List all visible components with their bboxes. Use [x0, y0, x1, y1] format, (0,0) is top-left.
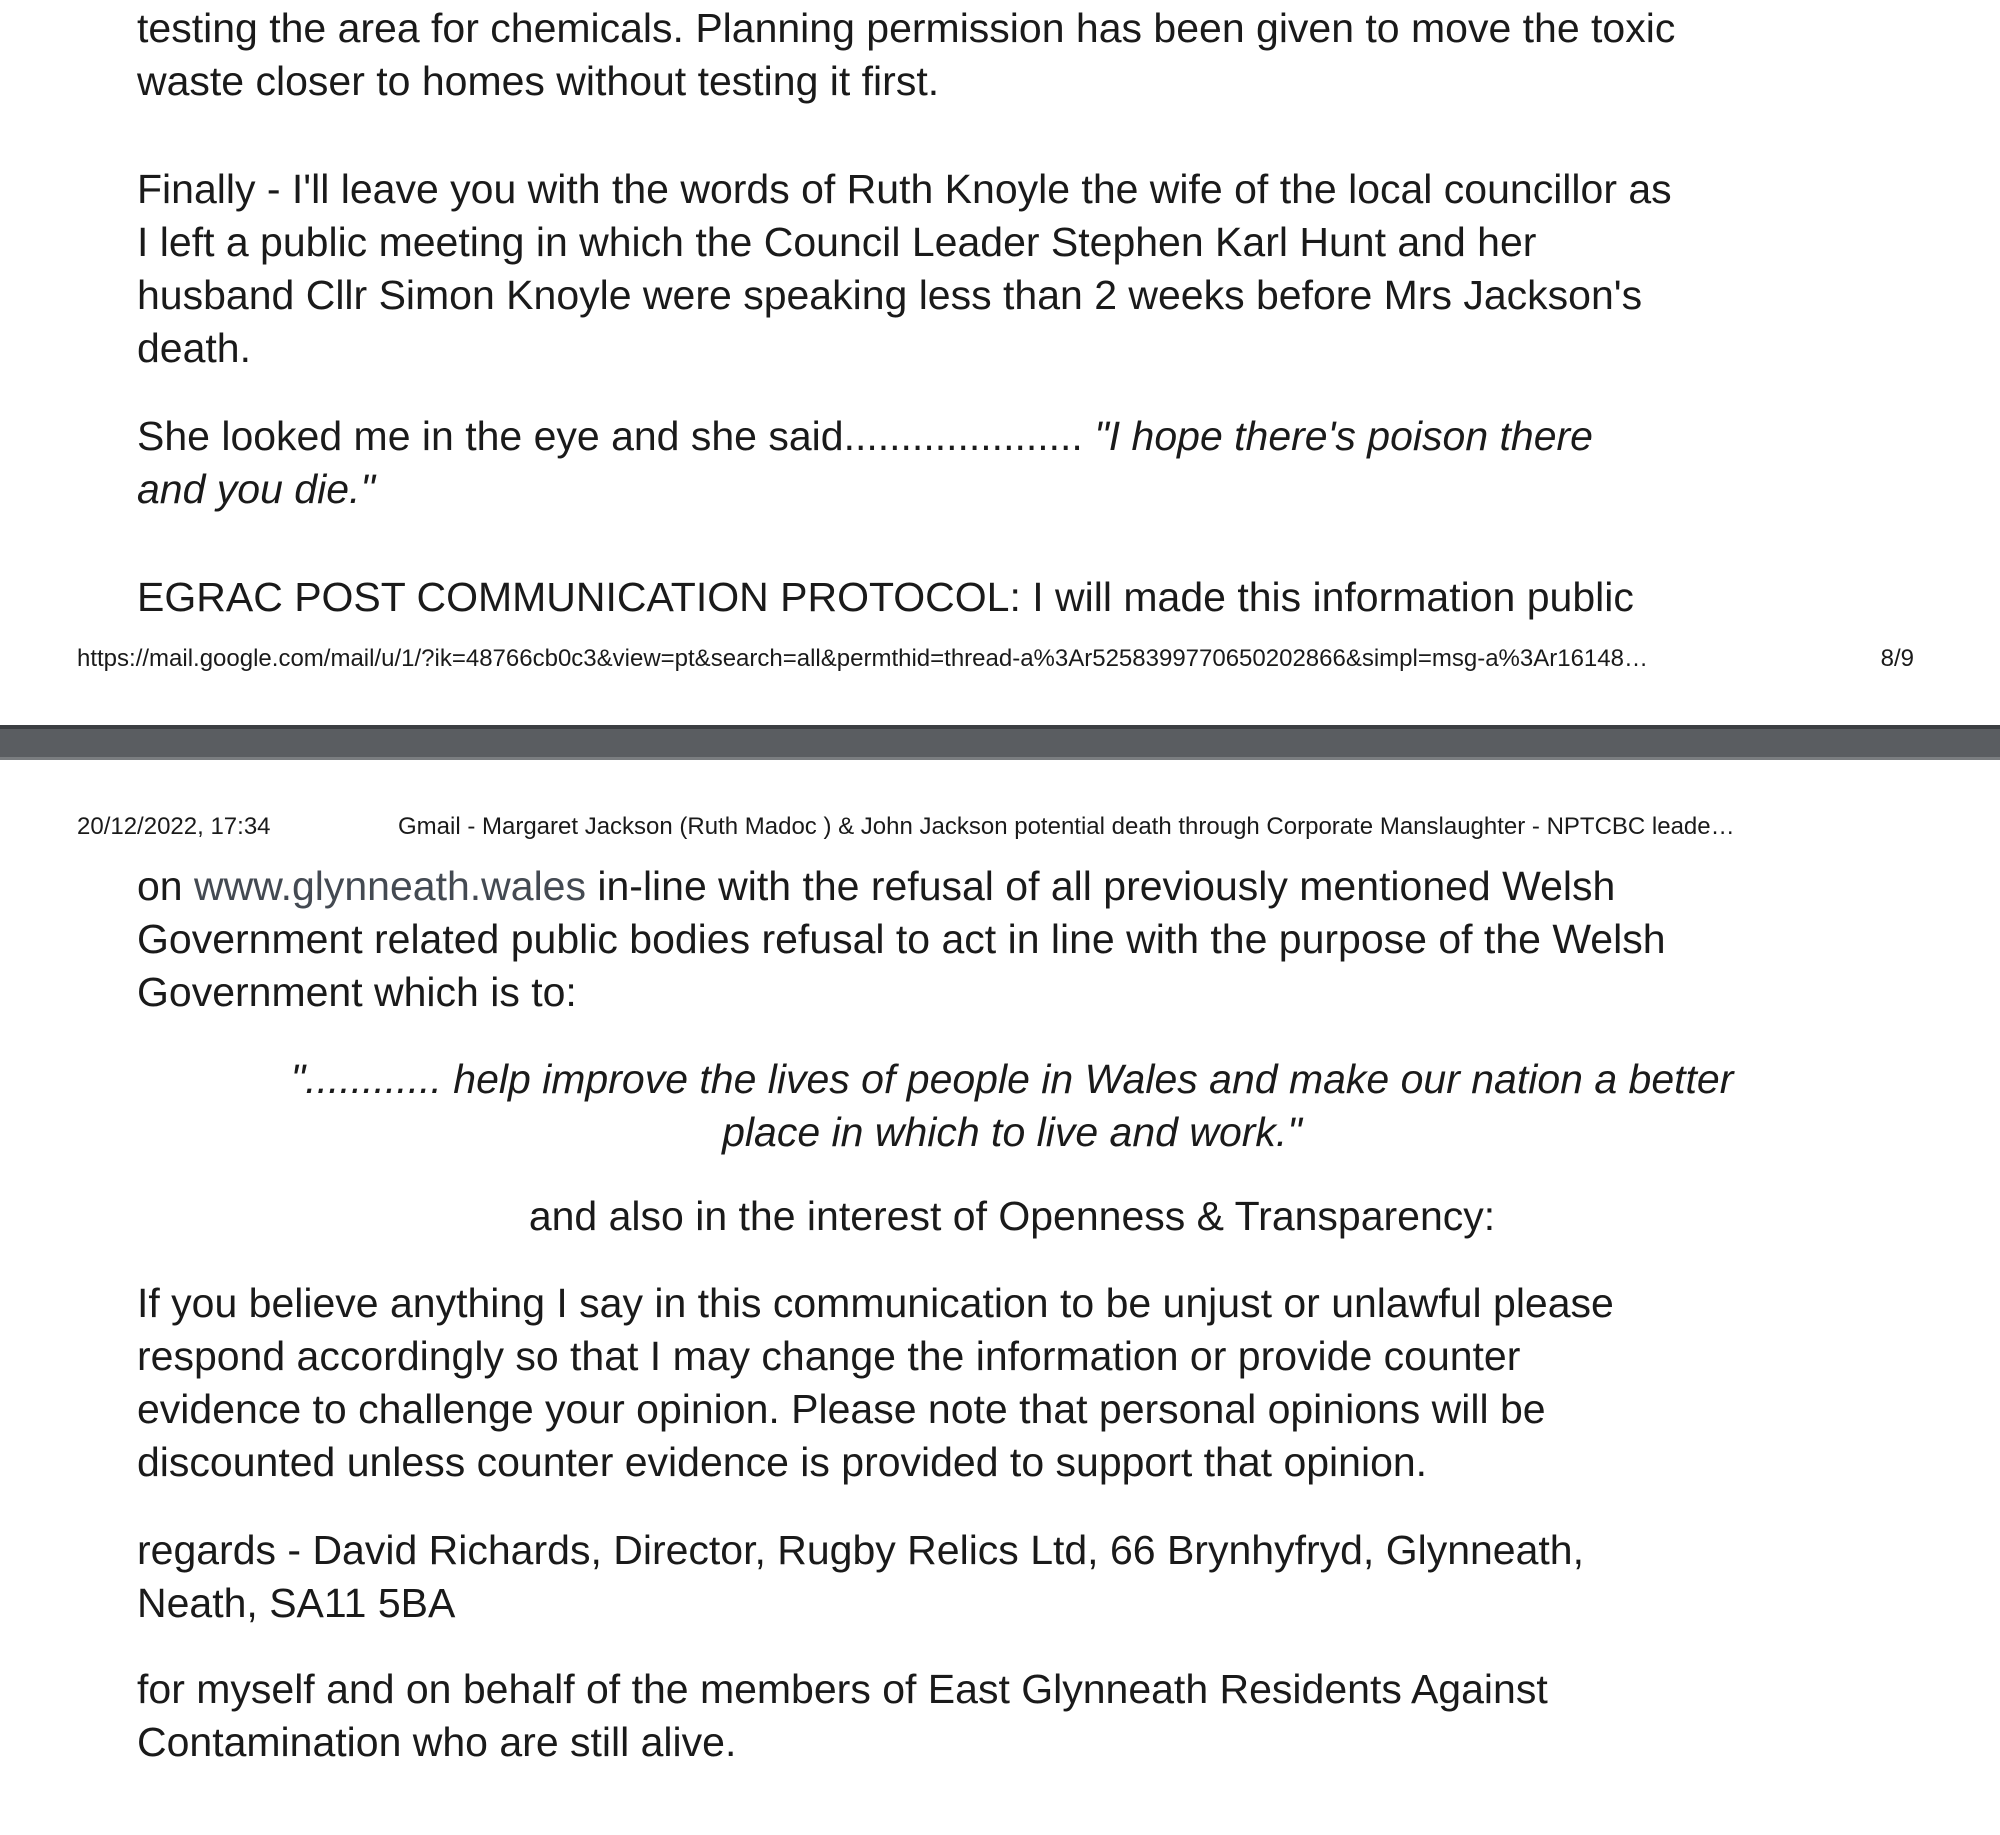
pdf-page-8	[0, 0, 2000, 725]
page-number: 8/9	[1880, 645, 1914, 672]
protocol-line: EGRAC POST COMMUNICATION PROTOCOL: I will made this information public	[137, 574, 1634, 620]
page-separator	[0, 725, 2000, 760]
paragraph-believe: If you believe anything I say in this communication to be unjust or unlawful please respond accordingly so that I may change the information or provide counter evidence to challenge your opinion. Please note that personal opinions will be discounted unless counter evidence is provided to support that opinion.	[137, 1280, 1614, 1485]
print-datetime: 20/12/2022, 17:34	[77, 813, 271, 840]
purpose-quote: "............ help improve the lives of people in Wales and make our nation a better place in which to live and work."	[290, 1056, 1734, 1155]
paragraph-she-said	[137, 410, 1937, 516]
pdf-page-9	[0, 760, 2000, 1835]
paragraph-website	[137, 860, 1937, 1019]
openness-line: and also in the interest of Openness & Transparency:	[528, 1193, 1496, 1239]
said-lead-text: She looked me in the eye and she said.....................	[137, 413, 1095, 459]
behalf-line: for myself and on behalf of the members of East Glynneath Residents Against Contamination who are still alive.	[137, 1666, 1548, 1765]
separator-top-edge	[0, 725, 2000, 729]
poison-quote: "I hope there's poison there and you die."	[137, 413, 1593, 512]
regards-signature: regards - David Richards, Director, Rugby Relics Ltd, 66 Brynhyfryd, Glynneath, Neath, SA11 5BA	[137, 1527, 1584, 1626]
website-paragraph-rest: in-line with the refusal of all previously mentioned Welsh Government related public bodies refusal to act in line with the purpose of the Welsh Government which is to:	[137, 863, 1666, 1015]
on-prefix: on	[137, 863, 194, 909]
paragraph-finally: Finally - I'll leave you with the words of Ruth Knoyle the wife of the local councillor as I left a public meeting in which the Council Leader Stephen Karl Hunt and her husband Cllr Simon Knoyle were speaking less than 2 weeks before Mrs Jackson's death.	[137, 166, 1672, 371]
footer-url: https://mail.google.com/mail/u/1/?ik=48766cb0c3&view=pt&search=all&permthid=thread-a%3Ar5258399770650202866&simpl=msg-a%3Ar16148…	[77, 645, 1648, 672]
print-title: Gmail - Margaret Jackson (Ruth Madoc ) & John Jackson potential death through Corporate Manslaughter - NPTCBC leade…	[398, 813, 1735, 840]
paragraph-chemicals: testing the area for chemicals. Planning permission has been given to move the toxic waste closer to homes without testing it first.	[137, 5, 1676, 104]
website-link[interactable]: www.glynneath.wales	[194, 863, 586, 909]
